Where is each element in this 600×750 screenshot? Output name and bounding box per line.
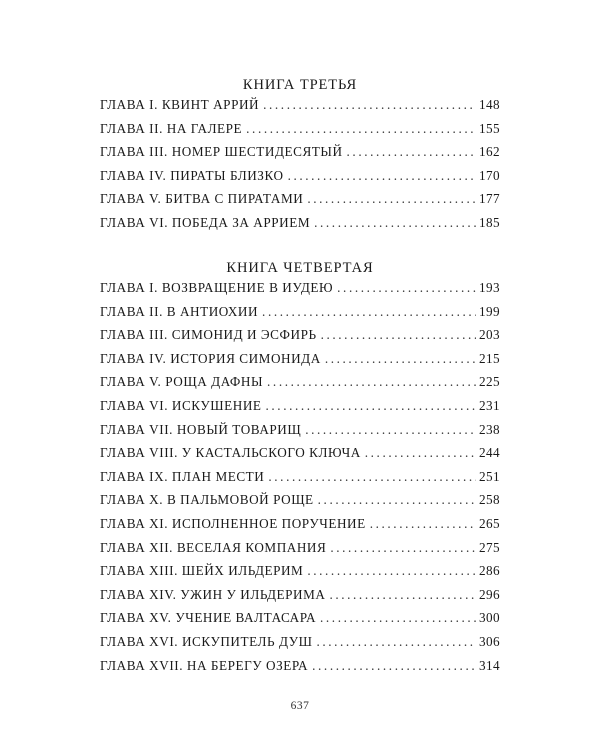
toc-entry-title: ГЛАВА II. В АНТИОХИИ: [100, 303, 259, 319]
toc-entry[interactable]: [100, 374, 500, 398]
toc-entry[interactable]: [100, 540, 500, 564]
dot-leader: [307, 191, 476, 207]
toc-entry[interactable]: [100, 516, 500, 540]
toc-entry[interactable]: [100, 191, 500, 215]
toc-entry-page: 244: [479, 445, 500, 461]
toc-entry-page: 265: [479, 515, 500, 531]
toc-entry-title: ГЛАВА XV. УЧЕНИЕ ВАЛТАСАРА: [100, 610, 317, 626]
dot-leader: [266, 398, 477, 414]
toc-entry-title: ГЛАВА III. СИМОНИД И ЭСФИРЬ: [100, 327, 317, 343]
toc-entry-page: 155: [479, 120, 500, 136]
toc-entry[interactable]: [100, 587, 500, 611]
toc-entry-page: 300: [479, 610, 500, 626]
toc-entry[interactable]: [100, 610, 500, 634]
dot-leader: [288, 168, 476, 184]
toc-entry-title: ГЛАВА I. КВИНТ АРРИЙ: [100, 97, 260, 112]
toc-entry-page: 177: [479, 191, 500, 207]
dot-leader: [267, 374, 476, 390]
toc-entry-page: 286: [479, 563, 500, 579]
dot-leader: [329, 587, 476, 603]
dot-leader: [307, 563, 476, 579]
toc-entry[interactable]: [100, 469, 500, 493]
dot-leader: [347, 144, 476, 160]
toc-entry[interactable]: [100, 492, 500, 516]
toc-entry-title: ГЛАВА V. БИТВА С ПИРАТАМИ: [100, 191, 304, 207]
toc-entry-title: ГЛАВА IV. ПИРАТЫ БЛИЗКО: [100, 167, 284, 183]
toc-entry-title: ГЛАВА V. РОЩА ДАФНЫ: [100, 374, 264, 390]
dot-leader: [268, 469, 476, 485]
toc-list-book-4: [100, 280, 500, 681]
toc-entry-page: 170: [479, 167, 500, 183]
dot-leader: [325, 351, 476, 367]
toc-entry-title: ГЛАВА XI. ИСПОЛНЕННОЕ ПОРУЧЕНИЕ: [100, 515, 366, 531]
dot-leader: [320, 610, 476, 626]
toc-entry-page: 231: [479, 397, 500, 413]
toc-entry[interactable]: [100, 422, 500, 446]
toc-entry-title: ГЛАВА I. ВОЗВРАЩЕНИЕ В ИУДЕЮ: [100, 280, 334, 295]
toc-entry[interactable]: [100, 634, 500, 658]
dot-leader: [312, 658, 476, 674]
section-title-book-4: КНИГА ЧЕТВЕРТАЯ: [226, 260, 374, 276]
toc-entry-title: ГЛАВА VIII. У КАСТАЛЬСКОГО КЛЮЧА: [100, 445, 361, 461]
toc-entry-title: ГЛАВА XVII. НА БЕРЕГУ ОЗЕРА: [100, 657, 309, 673]
toc-entry-title: ГЛАВА XVI. ИСКУПИТЕЛЬ ДУШ: [100, 633, 313, 649]
section-title-book-3: КНИГА ТРЕТЬЯ: [242, 77, 358, 93]
toc-entry-title: ГЛАВА IX. ПЛАН МЕСТИ: [100, 468, 265, 484]
toc-entry-page: 148: [479, 97, 500, 112]
toc-entry-page: 314: [479, 657, 500, 673]
toc-entry-page: 203: [479, 327, 500, 343]
dot-leader: [318, 492, 476, 508]
dot-leader: [246, 121, 476, 137]
toc-entry-page: 258: [479, 492, 500, 508]
toc-entry-page: 185: [479, 214, 500, 230]
toc-entry-title: ГЛАВА VI. ПОБЕДА ЗА АРРИЕМ: [100, 214, 311, 230]
toc-entry[interactable]: [100, 168, 500, 192]
toc-entry-page: 199: [479, 303, 500, 319]
dot-leader: [337, 280, 476, 296]
toc-entry-page: 162: [479, 144, 500, 160]
toc-entry-title: ГЛАВА X. В ПАЛЬМОВОЙ РОЩЕ: [100, 492, 314, 508]
toc-entry[interactable]: [100, 97, 500, 121]
dot-leader: [314, 215, 476, 231]
toc-entry-title: ГЛАВА IV. ИСТОРИЯ СИМОНИДА: [100, 350, 321, 366]
toc-entry[interactable]: [100, 327, 500, 351]
toc-entry-page: 215: [479, 350, 500, 366]
toc-entry-page: 238: [479, 421, 500, 437]
toc-entry-page: 225: [479, 374, 500, 390]
toc-entry[interactable]: [100, 304, 500, 328]
toc-entry[interactable]: [100, 398, 500, 422]
toc-entry-page: 193: [479, 280, 500, 295]
toc-list-book-3: [100, 97, 500, 239]
toc-entry-title: ГЛАВА VI. ИСКУШЕНИЕ: [100, 397, 262, 413]
dot-leader: [305, 422, 476, 438]
toc-entry[interactable]: [100, 445, 500, 469]
dot-leader: [263, 97, 476, 113]
dot-leader: [321, 327, 476, 343]
toc-entry-title: ГЛАВА XIV. УЖИН У ИЛЬДЕРИМА: [100, 586, 326, 602]
dot-leader: [370, 516, 476, 532]
dot-leader: [262, 304, 476, 320]
toc-entry-title: ГЛАВА XII. ВЕСЕЛАЯ КОМПАНИЯ: [100, 539, 327, 555]
toc-entry[interactable]: [100, 351, 500, 375]
page-number: 637: [290, 700, 310, 712]
dot-leader: [365, 445, 476, 461]
toc-entry-title: ГЛАВА III. НОМЕР ШЕСТИДЕСЯТЫЙ: [100, 144, 343, 160]
toc-entry-page: 275: [479, 539, 500, 555]
dot-leader: [330, 540, 476, 556]
toc-entry[interactable]: [100, 215, 500, 239]
toc-entry[interactable]: [100, 144, 500, 168]
toc-entry-page: 296: [479, 586, 500, 602]
toc-entry-title: ГЛАВА VII. НОВЫЙ ТОВАРИЩ: [100, 421, 302, 437]
toc-entry-page: 306: [479, 633, 500, 649]
toc-entry-title: ГЛАВА II. НА ГАЛЕРЕ: [100, 120, 243, 136]
toc-entry[interactable]: [100, 280, 500, 304]
toc-entry-page: 251: [479, 468, 500, 484]
toc-entry[interactable]: [100, 121, 500, 145]
dot-leader: [316, 634, 476, 650]
toc-entry-title: ГЛАВА XIII. ШЕЙХ ИЛЬДЕРИМ: [100, 563, 304, 579]
toc-entry[interactable]: [100, 563, 500, 587]
toc-entry[interactable]: [100, 658, 500, 682]
